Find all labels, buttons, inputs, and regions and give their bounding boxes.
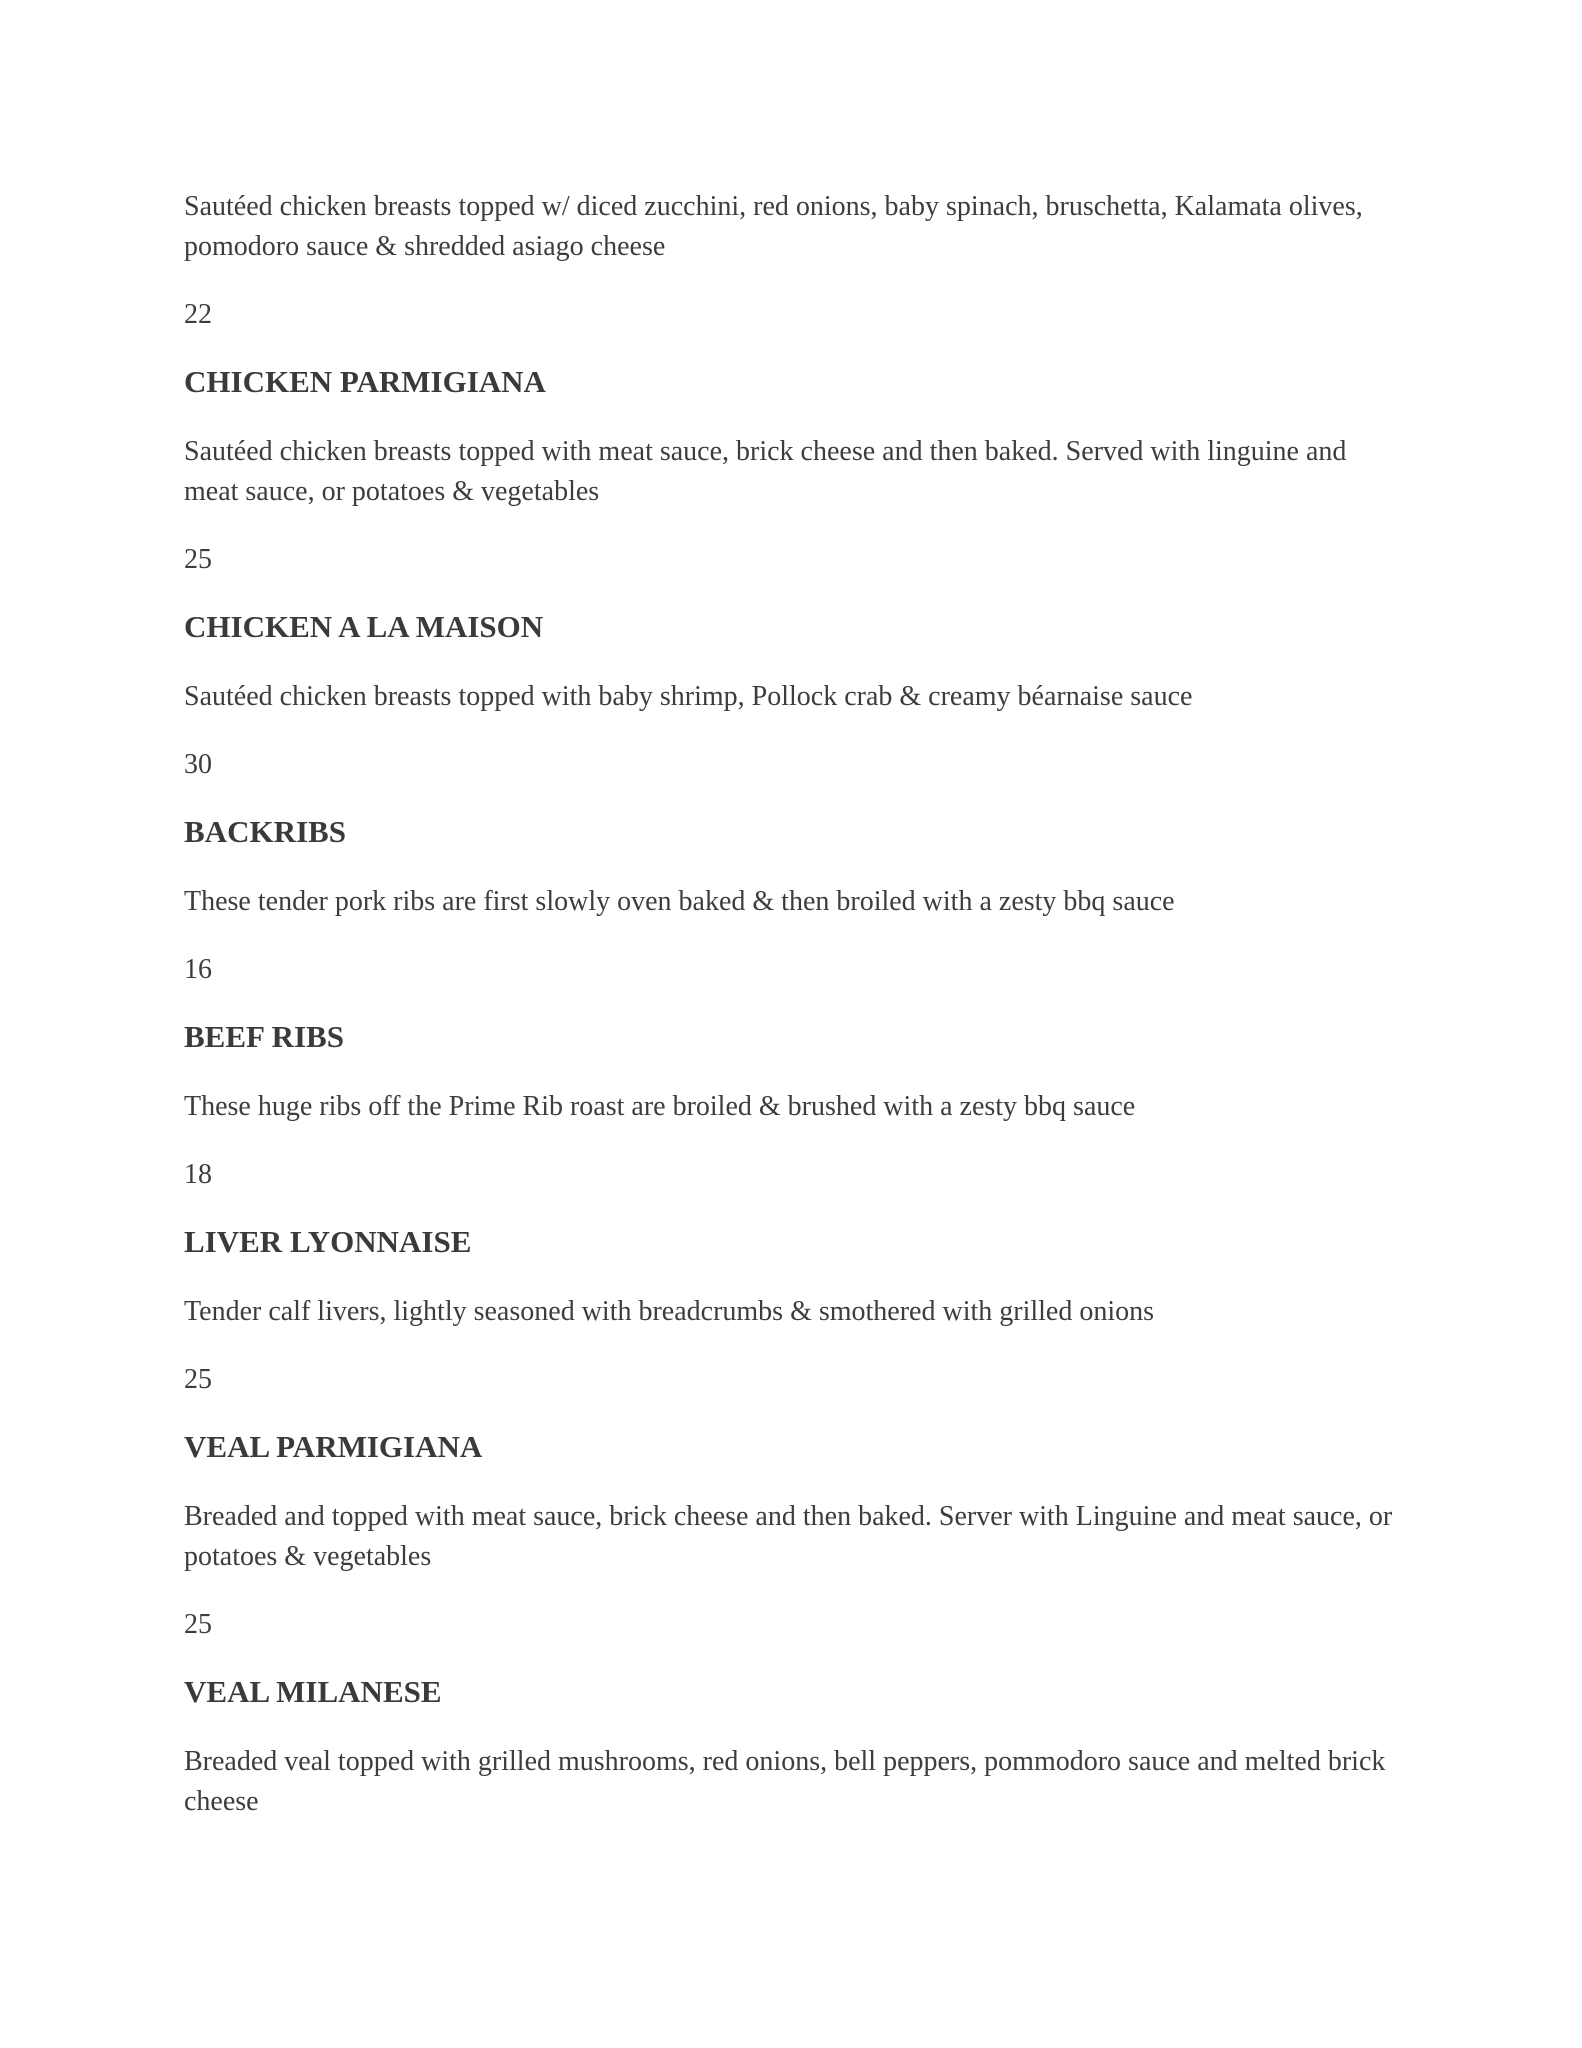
- item-description-beef-ribs: These huge ribs off the Prime Rib roast are broiled & brushed with a zesty bbq sauce: [184, 1091, 1136, 1122]
- item-title-veal-parmigiana: VEAL PARMIGIANA: [184, 1429, 483, 1464]
- item-description-chicken-a-la-maison: Sautéed chicken breasts topped with baby shrimp, Pollock crab & creamy béarnaise sauce: [184, 681, 1193, 712]
- item-description-liver-lyonnaise: Tender calf livers, lightly seasoned with breadcrumbs & smothered with grilled onions: [184, 1296, 1155, 1327]
- item-description-veal-milanese: Breaded veal topped with grilled mushrooms, red onions, bell peppers, pommodoro sauce and melted brick cheese: [184, 1746, 1386, 1817]
- item-description-veal-parmigiana: Breaded and topped with meat sauce, brick cheese and then baked. Server with Linguine and meat sauce, or potatoes & vegetables: [184, 1501, 1393, 1572]
- item-title-backribs: BACKRIBS: [184, 814, 346, 849]
- item-price-beef-ribs: 18: [184, 1159, 212, 1190]
- item-title-chicken-a-la-maison: CHICKEN A LA MAISON: [184, 609, 544, 644]
- item-price-liver-lyonnaise: 25: [184, 1364, 212, 1395]
- item-title-beef-ribs: BEEF RIBS: [184, 1019, 344, 1054]
- item-price-chicken-parmigiana: 25: [184, 544, 212, 575]
- item-title-liver-lyonnaise: LIVER LYONNAISE: [184, 1224, 472, 1259]
- item-title-veal-milanese: VEAL MILANESE: [184, 1674, 442, 1709]
- item-price-chicken-a-la-maison: 30: [184, 749, 212, 780]
- intro-price: 22: [184, 299, 212, 330]
- item-title-chicken-parmigiana: CHICKEN PARMIGIANA: [184, 364, 546, 399]
- intro-description: Sautéed chicken breasts topped w/ diced zucchini, red onions, baby spinach, bruschetta, Kalamata olives, pomodoro sauce & shredded asiago cheese: [184, 191, 1363, 262]
- item-price-veal-parmigiana: 25: [184, 1609, 212, 1640]
- item-description-backribs: These tender pork ribs are first slowly oven baked & then broiled with a zesty bbq sauce: [184, 886, 1175, 917]
- item-description-chicken-parmigiana: Sautéed chicken breasts topped with meat sauce, brick cheese and then baked. Served with linguine and meat sauce, or potatoes & vegetables: [184, 436, 1347, 507]
- item-price-backribs: 16: [184, 954, 212, 985]
